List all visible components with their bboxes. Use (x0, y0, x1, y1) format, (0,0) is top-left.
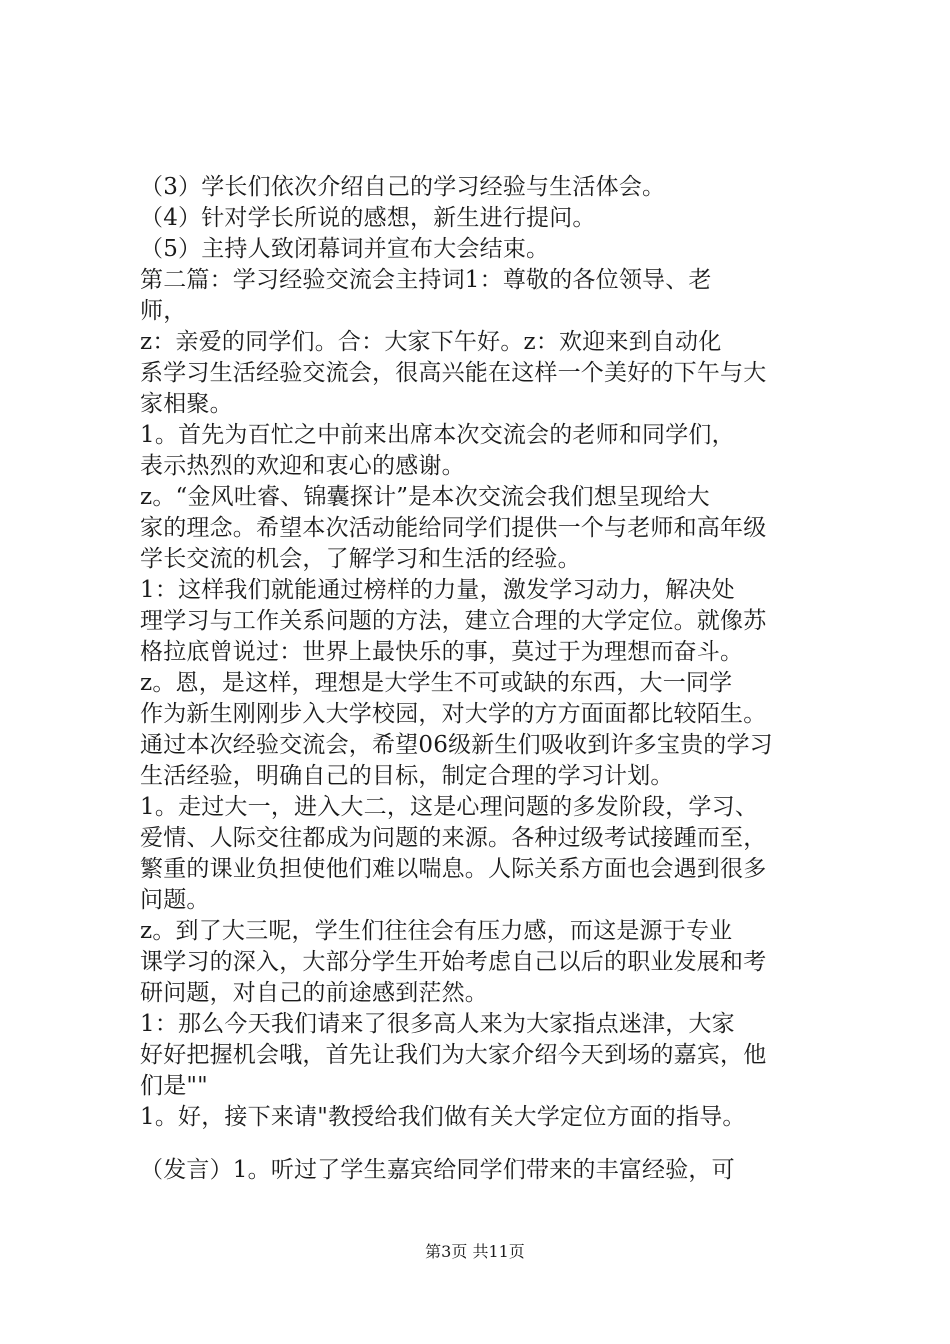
text-line: 家的理念。希望本次活动能给同学们提供一个与老师和高年级 (140, 515, 767, 541)
text-line: 表示热烈的欢迎和衷心的感谢。 (140, 453, 465, 479)
text-line: （5）主持人致闭幕词并宣布大会结束。 (140, 236, 550, 262)
text-line: 好好把握机会哦，首先让我们为大家介绍今天到场的嘉宾，他 (140, 1042, 767, 1068)
text-line: z。到了大三呢，学生们往往会有压力感，而这是源于专业 (140, 918, 733, 944)
text-line: 家相聚。 (140, 391, 233, 417)
text-line: 师， (140, 298, 187, 324)
text-line: 学长交流的机会，了解学习和生活的经验。 (140, 546, 581, 572)
text-line: 生活经验，明确自己的目标，制定合理的学习计划。 (140, 763, 674, 789)
paragraph-gap (140, 1133, 830, 1155)
text-line: 理学习与工作关系问题的方法，建立合理的大学定位。就像苏 (140, 608, 767, 634)
text-line: z。恩，是这样，理想是大学生不可或缺的东西，大一同学 (140, 670, 733, 696)
text-line: z。“金风吐睿、锦囊探计”是本次交流会我们想呈现给大 (140, 484, 710, 510)
text-line: 1：那么今天我们请来了很多高人来为大家指点迷津，大家 (140, 1011, 735, 1037)
page-footer: 第3页 共11页 (425, 1242, 525, 1261)
text-line: 通过本次经验交流会，希望06级新生们吸收到许多宝贵的学习 (140, 732, 773, 758)
text-line: 1。首先为百忙之中前来出席本次交流会的老师和同学们， (140, 422, 735, 448)
text-line: （发言）1。听过了学生嘉宾给同学们带来的丰富经验，可 (140, 1157, 735, 1183)
text-line: 爱情、人际交往都成为问题的来源。各种过级考试接踵而至， (140, 825, 767, 851)
text-line: 作为新生刚刚步入大学校园，对大学的方方面面都比较陌生。 (140, 701, 767, 727)
text-line: 课学习的深入，大部分学生开始考虑自己以后的职业发展和考 (140, 949, 767, 975)
text-line: 研问题，对自己的前途感到茫然。 (140, 980, 488, 1006)
text-line: 1。走过大一，进入大二，这是心理问题的多发阶段，学习、 (140, 794, 759, 820)
text-line: 1。好，接下来请"教授给我们做有关大学定位方面的指导。 (140, 1104, 746, 1130)
text-line: 格拉底曾说过：世界上最快乐的事，莫过于为理想而奋斗。 (140, 639, 744, 665)
text-line: （3）学长们依次介绍自己的学习经验与生活体会。 (140, 174, 666, 200)
text-line: 繁重的课业负担使他们难以喘息。人际关系方面也会遇到很多 (140, 856, 767, 882)
text-line: z：亲爱的同学们。合：大家下午好。z：欢迎来到自动化 (140, 329, 722, 355)
text-line: 们是"" (140, 1073, 208, 1099)
text-line: 第二篇：学习经验交流会主持词1：尊敬的各位领导、老 (140, 267, 712, 293)
text-line: 系学习生活经验交流会，很高兴能在这样一个美好的下午与大 (140, 360, 767, 386)
text-line: 问题。 (140, 887, 210, 913)
text-line: （4）针对学长所说的感想，新生进行提问。 (140, 205, 596, 231)
document-body (140, 172, 830, 1186)
text-line: 1：这样我们就能通过榜样的力量，激发学习动力，解决处 (140, 577, 735, 603)
